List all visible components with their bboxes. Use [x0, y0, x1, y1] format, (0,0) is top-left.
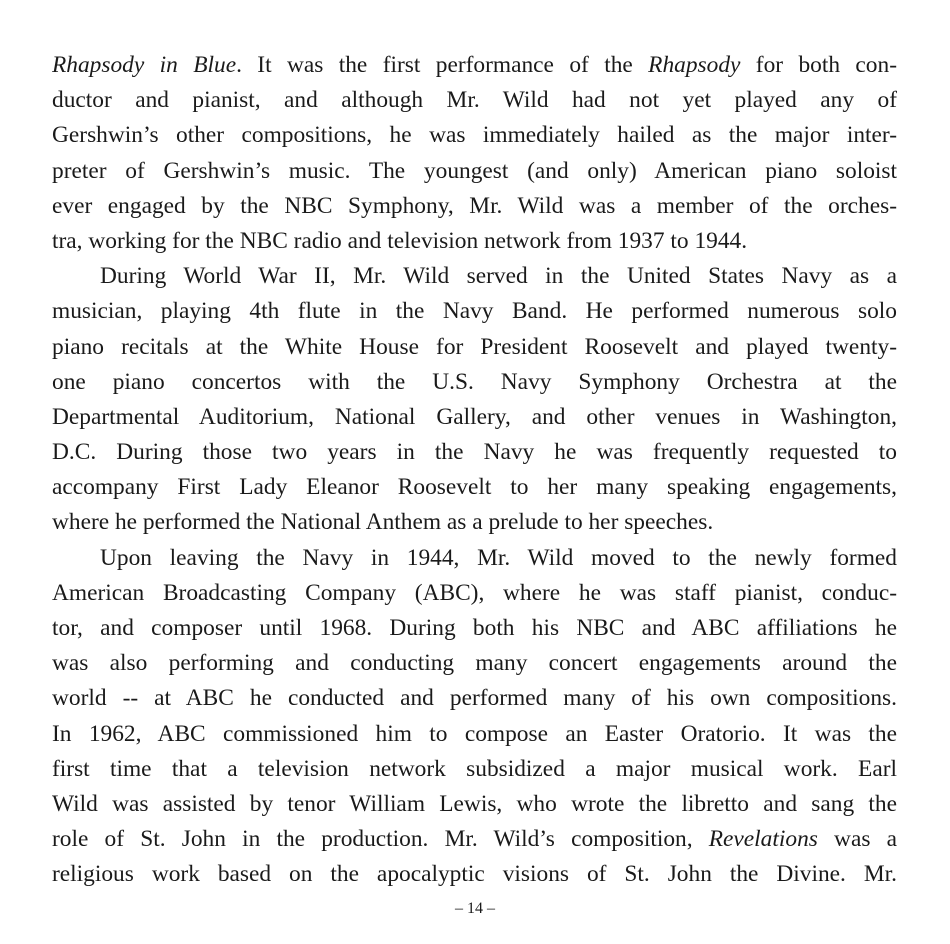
text-line — [52, 576, 897, 611]
text-line — [52, 400, 897, 435]
document-body — [52, 48, 897, 893]
text-line — [52, 646, 897, 681]
text-run: D.C. During those two years in the Navy he was frequently requested to — [52, 439, 897, 466]
text-line — [52, 83, 897, 118]
text-line — [52, 118, 897, 153]
text-line — [52, 857, 897, 892]
text-run: role of St. John in the production. Mr. Wild’s composition, — [52, 826, 709, 853]
text-run: was also performing and conducting many concert engagements around the — [52, 650, 897, 677]
italic-title: Rhapsody in Blue — [52, 52, 237, 78]
paragraph — [52, 48, 897, 259]
text-line — [52, 189, 897, 224]
text-run: was a — [817, 826, 897, 853]
text-run: . It was the first performance of the — [236, 52, 649, 78]
text-run: During World War II, Mr. Wild served in the United States Navy as a — [100, 263, 897, 290]
text-run: Wild was assisted by tenor William Lewis, who wrote the libretto and sang the — [52, 790, 897, 817]
text-line — [52, 259, 897, 294]
text-run: for both con- — [740, 52, 897, 78]
text-run: American Broadcasting Company (ABC), where he was staff pianist, conduc- — [52, 579, 897, 606]
text-run: piano recitals at the White House for President Roosevelt and played twenty- — [52, 333, 897, 360]
text-line — [52, 154, 897, 189]
text-run: tra, working for the NBC radio and television network from 1937 to 1944. — [52, 227, 748, 254]
text-run: accompany First Lady Eleanor Roosevelt to her many speaking engagements, — [52, 474, 897, 501]
text-line — [52, 822, 897, 857]
text-line — [52, 330, 897, 365]
text-line — [52, 611, 897, 646]
text-run: musician, playing 4th flute in the Navy Band. He performed numerous solo — [52, 298, 897, 325]
text-line — [52, 48, 897, 83]
italic-title: Revelations — [708, 826, 818, 853]
text-run: ductor and pianist, and although Mr. Wild had not yet played any of — [52, 87, 897, 114]
text-line — [52, 787, 897, 822]
text-run: tor, and composer until 1968. During both his NBC and ABC affiliations he — [52, 615, 897, 641]
text-run: Departmental Auditorium, National Gallery, and other venues in Washington, — [52, 403, 897, 430]
text-run: first time that a television network subsidized a major musical work. Earl — [52, 755, 897, 782]
text-line — [52, 294, 897, 329]
text-run: religious work based on the apocalyptic visions of St. John the Divine. Mr. — [52, 861, 897, 888]
text-run: one piano concertos with the U.S. Navy Symphony Orchestra at the — [52, 368, 897, 395]
text-run: Upon leaving the Navy in 1944, Mr. Wild moved to the newly formed — [100, 544, 897, 571]
text-line — [52, 435, 897, 470]
text-line — [52, 541, 897, 576]
text-line — [52, 470, 897, 505]
page-number: – 14 – — [455, 900, 495, 917]
text-run: preter of Gershwin’s music. The youngest (and only) American piano soloist — [52, 157, 897, 184]
text-line — [52, 224, 897, 259]
text-line — [52, 365, 897, 400]
paragraph — [52, 541, 897, 893]
paragraph — [52, 259, 897, 541]
text-line — [52, 505, 897, 540]
text-run: Gershwin’s other compositions, he was immediately hailed as the major inter- — [52, 122, 897, 149]
text-line — [52, 681, 897, 716]
italic-title: Rhapsody — [648, 52, 741, 78]
text-run: ever engaged by the NBC Symphony, Mr. Wild was a member of the orches- — [52, 192, 897, 219]
text-line — [52, 752, 897, 787]
text-line — [52, 717, 897, 752]
text-run: world -- at ABC he conducted and performed many of his own compositions. — [52, 685, 897, 712]
text-run: In 1962, ABC commissioned him to compose an Easter Oratorio. It was the — [52, 720, 897, 747]
text-run: where he performed the National Anthem as a prelude to her speeches. — [52, 509, 714, 536]
